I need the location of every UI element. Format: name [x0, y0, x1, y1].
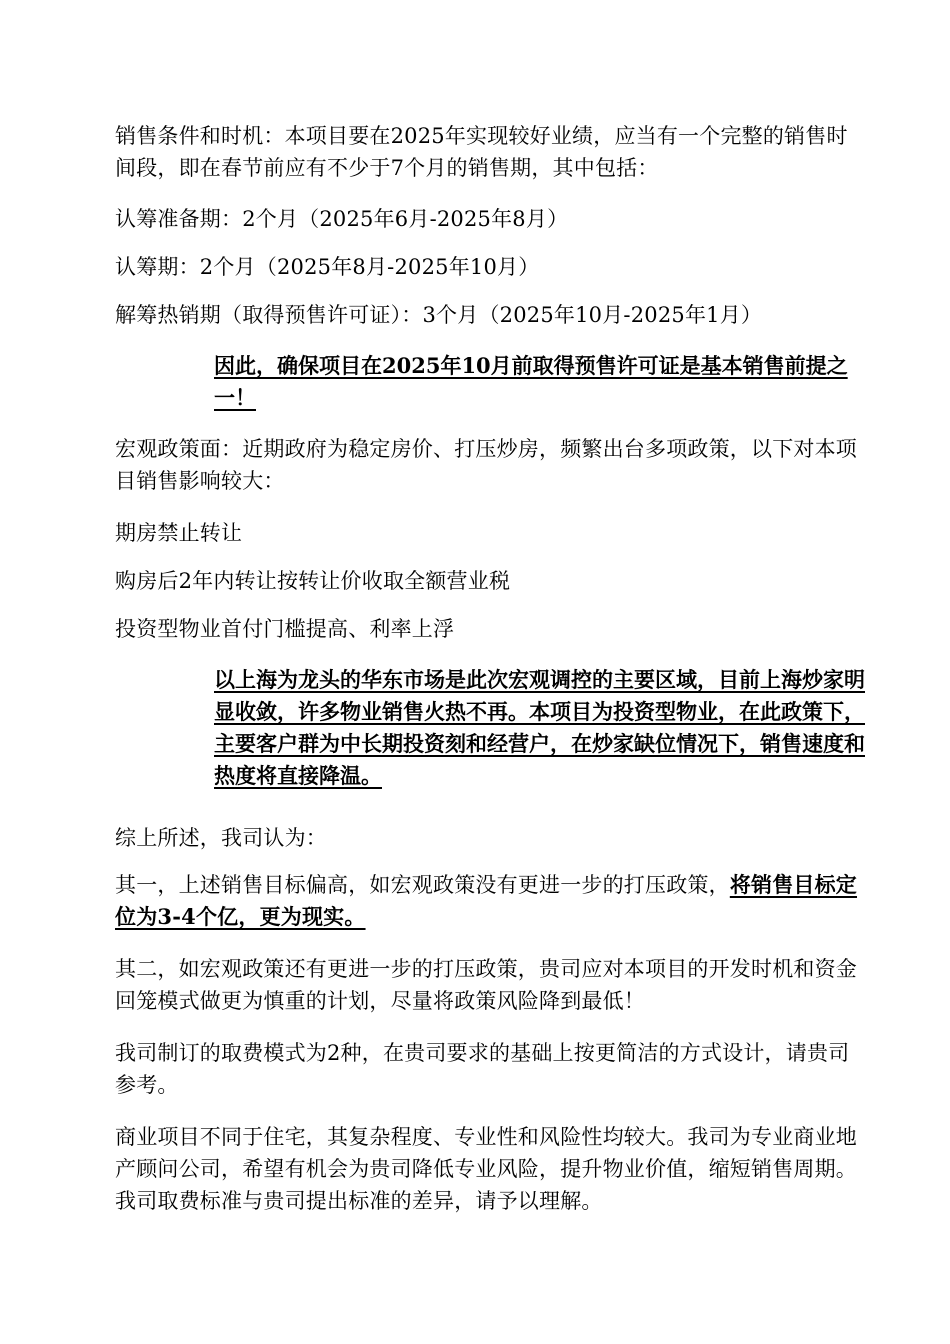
commercial-project-paragraph: 商业项目不同于住宅，其复杂程度、专业性和风险性均较大。我司为专业商业地产顾问公司，希望有机会为贵司降低专业风险，提升物业价值，缩短销售周期。我司取费标准与贵司提出标准的差异，请予以理解。 — [115, 1125, 857, 1213]
policy-item-no-transfer: 期房禁止转让 — [115, 521, 243, 545]
macro-policy-paragraph: 宏观政策面：近期政府为稳定房价、打压炒房，频繁出台多项政策，以下对本项目销售影响较大： — [115, 437, 857, 493]
conclusion-point-one — [115, 869, 860, 933]
sales-timing-paragraph: 销售条件和时机：本项目要在2025年实现较好业绩，应当有一个完整的销售时间段，即在春节前应有不少于7个月的销售期，其中包括： — [115, 124, 848, 180]
point-one-text: 其一，上述销售目标偏高，如宏观政策没有更进一步的打压政策， — [115, 873, 730, 897]
policy-item-down-payment: 投资型物业首付门槛提高、利率上浮 — [115, 617, 455, 641]
presale-permit-emphasis: 因此，确保项目在2025年10月前取得预售许可证是基本销售前提之一！ — [214, 353, 848, 410]
preparation-period-line: 认筹准备期：2个月（2025年6月-2025年8月） — [115, 207, 569, 231]
subscription-period-line: 认筹期：2个月（2025年8月-2025年10月） — [115, 255, 540, 279]
fee-model-paragraph: 我司制订的取费模式为2种，在贵司要求的基础上按更简洁的方式设计，请贵司参考。 — [115, 1041, 850, 1097]
hot-sales-period-line: 解筹热销期（取得预售许可证）：3个月（2025年10月-2025年1月） — [115, 303, 763, 327]
conclusion-intro: 综上所述，我司认为： — [115, 826, 327, 850]
sales-target-emphasis: 将销售目标定位为3-4个亿，更为现实。 — [115, 872, 858, 929]
conclusion-point-two: 其二，如宏观政策还有更进一步的打压政策，贵司应对本项目的开发时机和资金回笼模式做更为慎重的计划，尽量将政策风险降到最低！ — [115, 957, 857, 1013]
east-china-market-emphasis: 以上海为龙头的华东市场是此次宏观调控的主要区域，目前上海炒家明显收敛，许多物业销售火热不再。本项目为投资型物业，在此政策下，主要客户群为中长期投资刻和经营户，在炒家缺位情况下，销售速度和热度将直接降温。 — [214, 667, 865, 788]
policy-item-business-tax: 购房后2年内转让按转让价收取全额营业税 — [115, 569, 511, 593]
